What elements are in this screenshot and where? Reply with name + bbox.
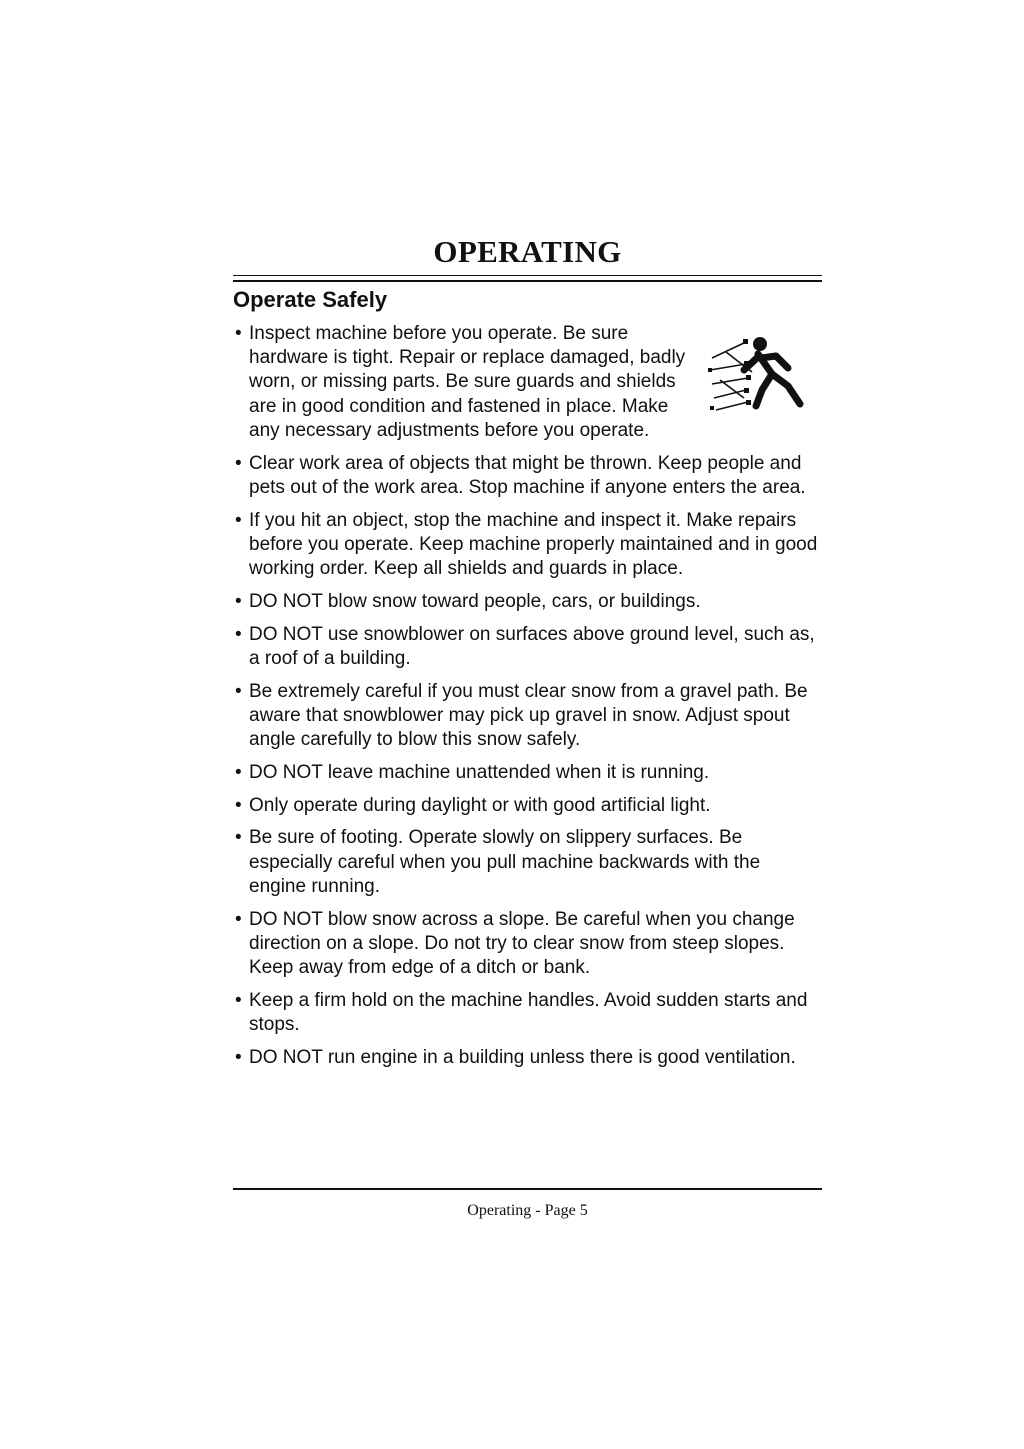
bullet-marker: • xyxy=(235,623,242,645)
safety-bullet-list xyxy=(233,322,822,1079)
bullet-marker: • xyxy=(235,794,242,816)
bullet-marker: • xyxy=(235,680,242,702)
page-footer: Operating - Page 5 xyxy=(467,1202,588,1219)
list-item xyxy=(233,590,822,614)
list-item-text: DO NOT run engine in a building unless there is good ventilation. xyxy=(249,1046,796,1068)
list-item xyxy=(233,908,822,981)
list-item xyxy=(233,989,822,1037)
thrown-object-hazard-icon xyxy=(706,330,812,420)
list-item-text: DO NOT blow snow across a slope. Be careful when you change direction on a slope. Do not try to clear snow from steep slopes. Keep away from edge of a ditch or bank. xyxy=(249,908,795,979)
page-title: OPERATING xyxy=(433,234,622,269)
list-item-text: Clear work area of objects that might be thrown. Keep people and pets out of the work area. Stop machine if anyone enters the area. xyxy=(249,452,806,498)
list-item-text: If you hit an object, stop the machine and inspect it. Make repairs before you operate. Keep machine properly maintained and in good working order. Keep all shields and guards in place. xyxy=(249,509,818,580)
list-item xyxy=(233,509,822,582)
list-item xyxy=(233,826,822,899)
bullet-marker: • xyxy=(235,827,242,849)
title-rule-thick xyxy=(233,280,822,282)
section-heading: Operate Safely xyxy=(233,287,388,312)
list-item xyxy=(233,1046,822,1070)
list-item-text: Be sure of footing. Operate slowly on slippery surfaces. Be especially careful when you pull machine backwards with the engine running. xyxy=(249,827,761,897)
list-item xyxy=(233,794,822,818)
list-item-text: Inspect machine before you operate. Be sure hardware is tight. Repair or replace damaged, badly worn, or missing parts. Be sure guards and shields are in good condition and fastened in place. Make any necessary adjustments before you operate. xyxy=(249,323,686,441)
bullet-marker: • xyxy=(235,509,242,531)
list-item-text: Be extremely careful if you must clear snow from a gravel path. Be aware that snowblower may pick up gravel in snow. Adjust spout angle carefully to blow this snow safely. xyxy=(249,680,808,751)
bullet-marker: • xyxy=(235,1046,242,1068)
bullet-marker: • xyxy=(235,761,242,783)
list-item xyxy=(233,452,822,500)
list-item-text: DO NOT use snowblower on surfaces above ground level, such as, a roof of a building. xyxy=(249,623,815,669)
bullet-marker: • xyxy=(235,908,242,930)
bullet-marker: • xyxy=(235,323,242,344)
bullet-marker: • xyxy=(235,989,242,1011)
list-item-text: Only operate during daylight or with good artificial light. xyxy=(249,794,711,816)
title-rule-thin xyxy=(233,275,822,276)
footer-rule xyxy=(233,1188,822,1190)
bullet-marker: • xyxy=(235,452,242,474)
list-item-text: DO NOT blow snow toward people, cars, or buildings. xyxy=(249,590,701,612)
list-item xyxy=(233,623,822,671)
list-item xyxy=(233,761,822,785)
bullet-marker: • xyxy=(235,590,242,612)
list-item-text: Keep a firm hold on the machine handles. Avoid sudden starts and stops. xyxy=(249,989,808,1036)
list-item xyxy=(233,680,822,753)
list-item-text: DO NOT leave machine unattended when it is running. xyxy=(249,761,710,783)
